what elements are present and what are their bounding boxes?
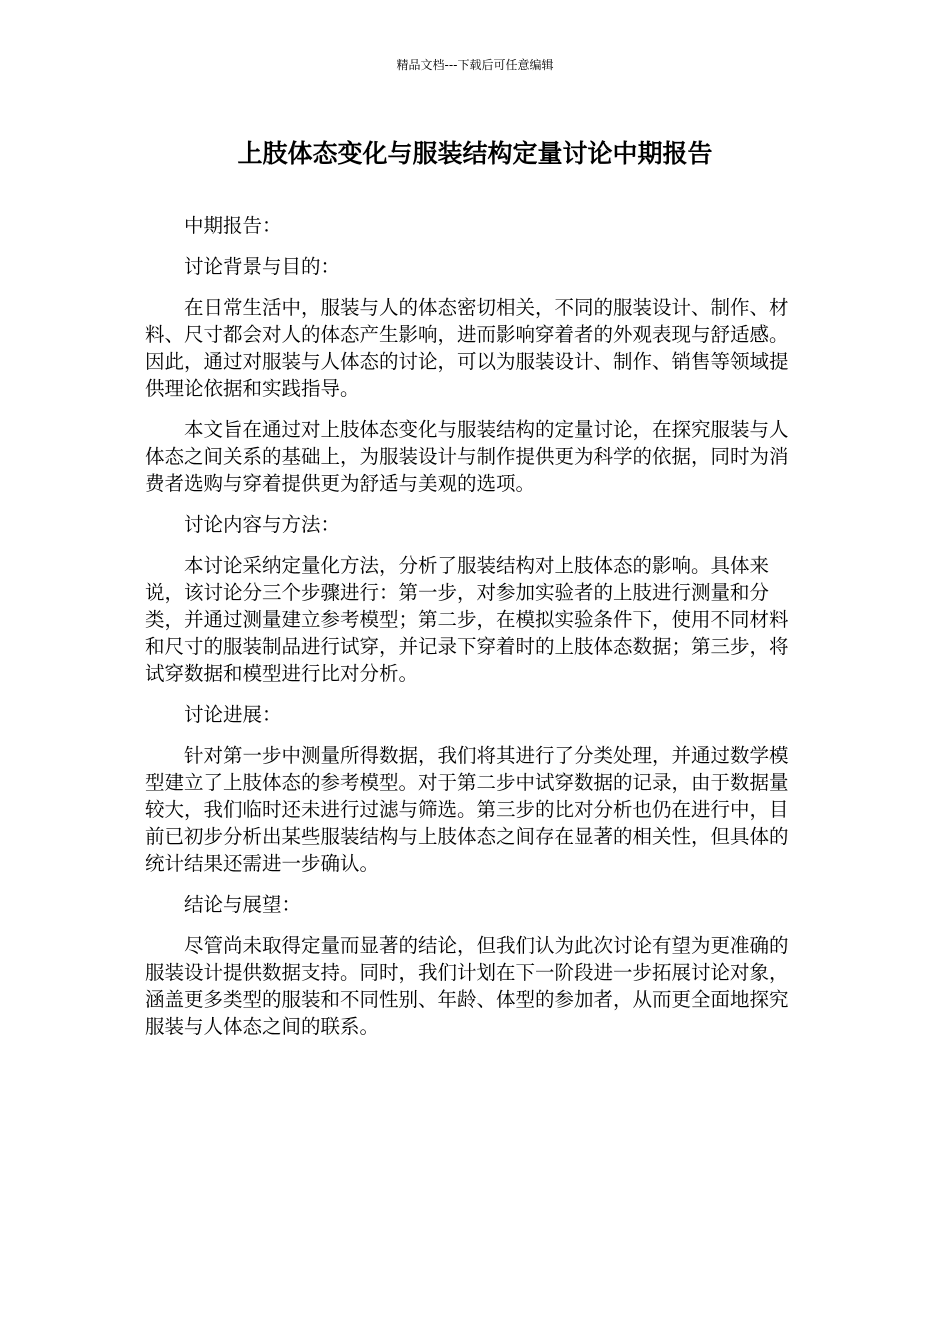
section-heading-content-method: 讨论内容与方法： <box>184 513 341 536</box>
section-heading-progress: 讨论进展： <box>184 703 282 726</box>
paragraph-conclusion: 尽管尚未取得定量而显著的结论，但我们认为此次讨论有望为更准确的服装设计提供数据支持。同时，我们计划在下一阶段进一步拓展讨论对象，涵盖更多类型的服装和不同性别、年龄、体型的参加者，从而更全面地探究服装与人体态之间的联系。 <box>145 934 789 1038</box>
section-heading-conclusion: 结论与展望： <box>184 893 302 916</box>
section-heading-background: 讨论背景与目的： <box>184 255 341 278</box>
paragraph-content-method: 本讨论采纳定量化方法，分析了服装结构对上肢体态的影响。具体来说，该讨论分三个步骤进行：第一步，对参加实验者的上肢进行测量和分类，并通过测量建立参考模型；第二步，在模拟实验条件下，使用不同材料和尺寸的服装制品进行试穿，并记录下穿着时的上肢体态数据；第三步，将试穿数据和模型进行比对分析。 <box>145 554 789 685</box>
paragraph-background-1: 在日常生活中，服装与人的体态密切相关，不同的服装设计、制作、材料、尺寸都会对人的体态产生影响，进而影响穿着者的外观表现与舒适感。因此，通过对服装与人体态的讨论，可以为服装设计、制作、销售等领域提供理论依据和实践指导。 <box>145 296 789 400</box>
paragraph-progress: 针对第一步中测量所得数据，我们将其进行了分类处理，并通过数学模型建立了上肢体态的参考模型。对于第二步中试穿数据的记录，由于数据量较大，我们临时还未进行过滤与筛选。第三步的比对分析也仍在进行中，目前已初步分析出某些服装结构与上肢体态之间存在显著的相关性，但具体的统计结果还需进一步确认。 <box>145 744 789 875</box>
document-body <box>145 212 800 1054</box>
document-title: 上肢体态变化与服装结构定量讨论中期报告 <box>237 139 713 168</box>
paragraph-background-2: 本文旨在通过对上肢体态变化与服装结构的定量讨论，在探究服装与人体态之间关系的基础上，为服装设计与制作提供更为科学的依据，同时为消费者选购与穿着提供更为舒适与美观的选项。 <box>145 418 789 495</box>
section-heading-midterm-report: 中期报告： <box>184 214 282 237</box>
page-header-watermark: 精品文档---下载后可任意编辑 <box>396 58 554 72</box>
